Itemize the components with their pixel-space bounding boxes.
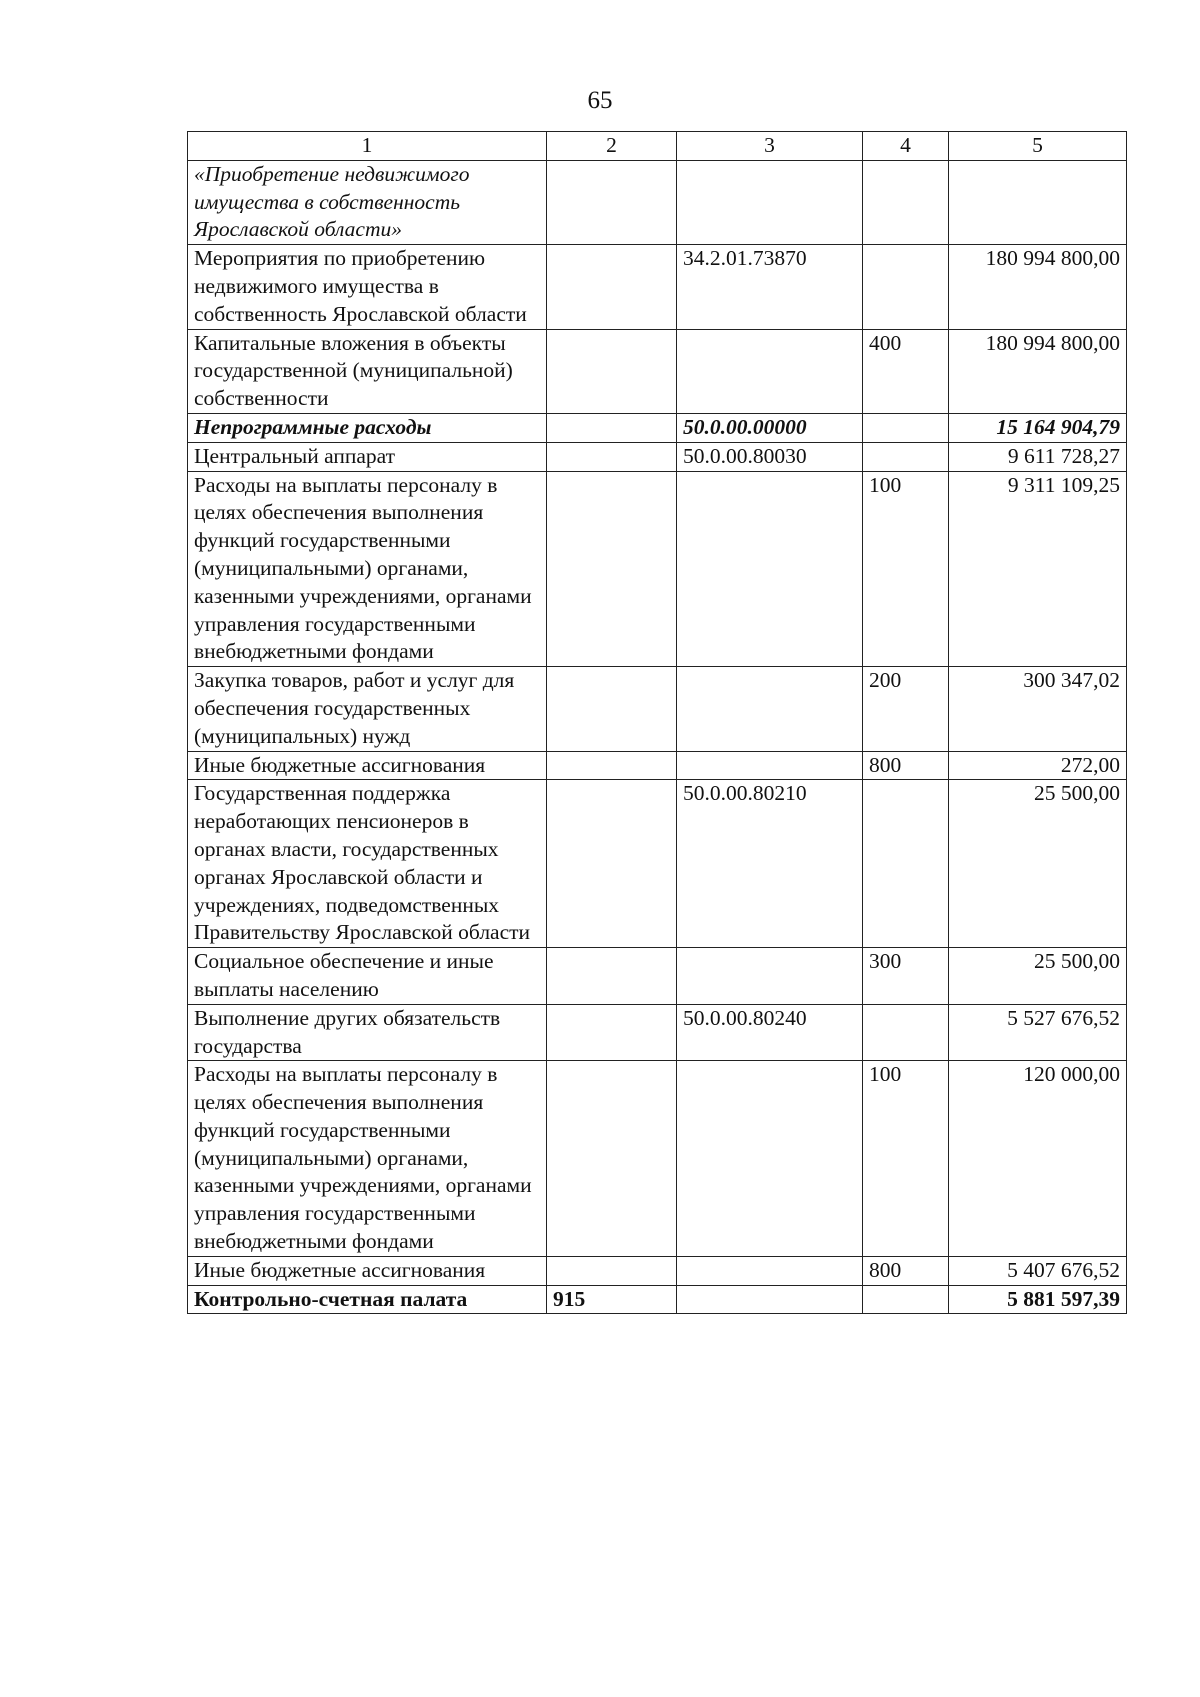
row-code-cell xyxy=(677,948,863,1005)
row-code-cell: 50.0.00.80210 xyxy=(677,780,863,948)
row-expense-type-cell xyxy=(863,1285,949,1314)
table-row xyxy=(188,329,1127,413)
row-amount-cell xyxy=(949,160,1127,244)
row-name-cell: Центральный аппарат xyxy=(188,442,547,471)
table-row xyxy=(188,1061,1127,1257)
budget-table xyxy=(187,131,1127,1314)
row-amount-cell: 120 000,00 xyxy=(949,1061,1127,1257)
row-amount-cell: 9 311 109,25 xyxy=(949,471,1127,667)
row-expense-type-cell xyxy=(863,442,949,471)
row-amount-cell: 5 881 597,39 xyxy=(949,1285,1127,1314)
row-dept-cell xyxy=(547,948,677,1005)
row-name-cell: Непрограммные расходы xyxy=(188,413,547,442)
row-code-cell xyxy=(677,329,863,413)
row-expense-type-cell xyxy=(863,160,949,244)
table-row xyxy=(188,442,1127,471)
row-dept-cell xyxy=(547,1256,677,1285)
row-name-cell: Закупка товаров, работ и услуг для обеспечения государственных (муниципальных) нужд xyxy=(188,667,547,751)
table-row xyxy=(188,1285,1127,1314)
table-row xyxy=(188,413,1127,442)
row-dept-cell xyxy=(547,751,677,780)
header-cell-5: 5 xyxy=(949,132,1127,161)
row-amount-cell: 25 500,00 xyxy=(949,780,1127,948)
table-row xyxy=(188,245,1127,329)
row-name-cell: «Приобретение недвижимого имущества в собственность Ярославской области» xyxy=(188,160,547,244)
header-cell-3: 3 xyxy=(677,132,863,161)
row-dept-cell xyxy=(547,667,677,751)
page-number: 65 xyxy=(587,87,613,114)
row-amount-cell: 9 611 728,27 xyxy=(949,442,1127,471)
row-code-cell xyxy=(677,751,863,780)
row-code-cell xyxy=(677,1061,863,1257)
row-name-cell: Расходы на выплаты персоналу в целях обеспечения выполнения функций государственными (муниципальными) органами, казенными учреждениями, органами управления государственными внебюджетными фондами xyxy=(188,471,547,667)
row-amount-cell: 180 994 800,00 xyxy=(949,329,1127,413)
row-code-cell: 50.0.00.80240 xyxy=(677,1004,863,1061)
row-dept-cell xyxy=(547,1004,677,1061)
row-dept-cell xyxy=(547,245,677,329)
table-body xyxy=(188,160,1127,1314)
row-name-cell: Мероприятия по приобретению недвижимого имущества в собственность Ярославской области xyxy=(188,245,547,329)
row-amount-cell: 180 994 800,00 xyxy=(949,245,1127,329)
row-code-cell xyxy=(677,1256,863,1285)
row-code-cell: 50.0.00.00000 xyxy=(677,413,863,442)
row-expense-type-cell xyxy=(863,1004,949,1061)
row-expense-type-cell: 100 xyxy=(863,471,949,667)
row-name-cell: Расходы на выплаты персоналу в целях обеспечения выполнения функций государственными (муниципальными) органами, казенными учреждениями, органами управления государственными внебюджетными фондами xyxy=(188,1061,547,1257)
row-name-cell: Иные бюджетные ассигнования xyxy=(188,1256,547,1285)
table-row xyxy=(188,1004,1127,1061)
row-dept-cell xyxy=(547,471,677,667)
header-cell-4: 4 xyxy=(863,132,949,161)
row-expense-type-cell: 800 xyxy=(863,1256,949,1285)
row-code-cell xyxy=(677,667,863,751)
header-row xyxy=(188,132,1127,161)
table-row xyxy=(188,751,1127,780)
row-expense-type-cell xyxy=(863,413,949,442)
row-expense-type-cell xyxy=(863,245,949,329)
row-dept-cell: 915 xyxy=(547,1285,677,1314)
row-amount-cell: 272,00 xyxy=(949,751,1127,780)
table-row xyxy=(188,780,1127,948)
row-name-cell: Государственная поддержка неработающих пенсионеров в органах власти, государственных органах Ярославской области и учреждениях, подведомственных Правительству Ярославской области xyxy=(188,780,547,948)
table-row xyxy=(188,471,1127,667)
row-expense-type-cell: 800 xyxy=(863,751,949,780)
row-expense-type-cell: 200 xyxy=(863,667,949,751)
row-dept-cell xyxy=(547,413,677,442)
row-expense-type-cell: 400 xyxy=(863,329,949,413)
row-dept-cell xyxy=(547,1061,677,1257)
row-code-cell xyxy=(677,471,863,667)
header-cell-1: 1 xyxy=(188,132,547,161)
table-row xyxy=(188,948,1127,1005)
row-dept-cell xyxy=(547,780,677,948)
row-expense-type-cell xyxy=(863,780,949,948)
row-name-cell: Контрольно-счетная палата xyxy=(188,1285,547,1314)
table-row xyxy=(188,667,1127,751)
row-amount-cell: 25 500,00 xyxy=(949,948,1127,1005)
row-dept-cell xyxy=(547,442,677,471)
row-dept-cell xyxy=(547,329,677,413)
row-expense-type-cell: 100 xyxy=(863,1061,949,1257)
row-amount-cell: 300 347,02 xyxy=(949,667,1127,751)
row-expense-type-cell: 300 xyxy=(863,948,949,1005)
table-row xyxy=(188,160,1127,244)
header-cell-2: 2 xyxy=(547,132,677,161)
row-name-cell: Иные бюджетные ассигнования xyxy=(188,751,547,780)
row-name-cell: Выполнение других обязательств государства xyxy=(188,1004,547,1061)
table-row xyxy=(188,1256,1127,1285)
row-code-cell xyxy=(677,1285,863,1314)
row-amount-cell: 5 527 676,52 xyxy=(949,1004,1127,1061)
row-amount-cell: 15 164 904,79 xyxy=(949,413,1127,442)
row-code-cell: 34.2.01.73870 xyxy=(677,245,863,329)
row-dept-cell xyxy=(547,160,677,244)
row-amount-cell: 5 407 676,52 xyxy=(949,1256,1127,1285)
row-code-cell xyxy=(677,160,863,244)
row-name-cell: Социальное обеспечение и иные выплаты населению xyxy=(188,948,547,1005)
row-code-cell: 50.0.00.80030 xyxy=(677,442,863,471)
row-name-cell: Капитальные вложения в объекты государственной (муниципальной) собственности xyxy=(188,329,547,413)
